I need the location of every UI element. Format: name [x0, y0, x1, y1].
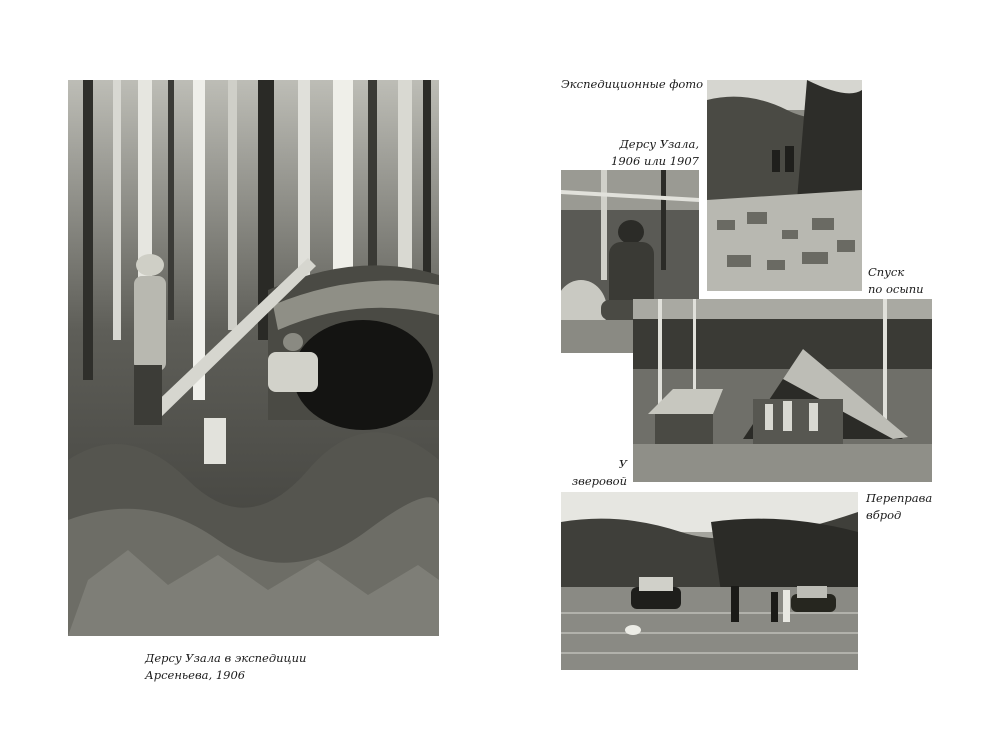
- hunting-fanza-illustration: [633, 299, 932, 482]
- photo-dersu-forest-dugout: [68, 80, 439, 636]
- photo-scree-descent: [707, 80, 862, 291]
- caption-dersu-line1: Дерсу Узала,: [619, 137, 699, 151]
- river-crossing-illustration: [561, 492, 858, 670]
- caption-dersu-line2: 1906 или 1907: [611, 154, 699, 168]
- caption-crossing-line1: Переправа: [866, 491, 933, 505]
- photo-river-crossing: [561, 492, 858, 670]
- caption-crossing-line2: вброд: [866, 508, 902, 522]
- caption-dersu: [561, 136, 699, 170]
- left-page-caption: Дерсу Узала в экспедиции Арсеньева, 1906: [145, 651, 307, 682]
- scree-descent-illustration: [707, 80, 862, 291]
- caption-fanza-line1: У зверовой: [571, 457, 627, 488]
- photo-hunting-fanza: [633, 299, 932, 482]
- right-page-header: Экспедиционные фото: [561, 77, 704, 91]
- caption-descent-line1: Спуск: [868, 265, 905, 279]
- forest-dugout-illustration: [68, 80, 439, 636]
- caption-crossing: [866, 490, 932, 524]
- caption-descent-line2: по осыпи: [868, 282, 924, 296]
- caption-descent: [868, 264, 924, 298]
